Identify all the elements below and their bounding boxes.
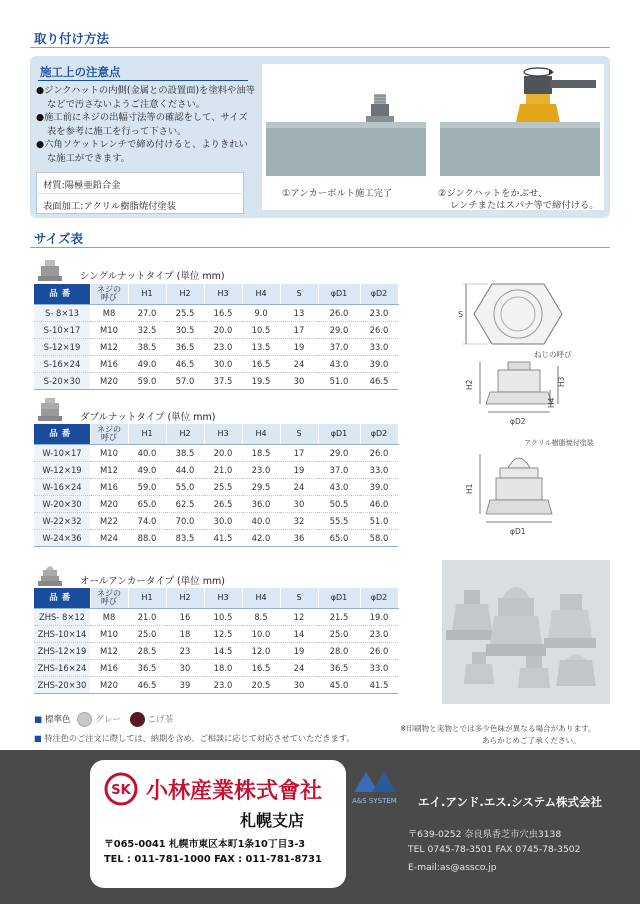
value-cell: 21.0 (204, 461, 242, 478)
value-cell: 16.5 (204, 304, 242, 321)
grey-swatch (77, 712, 92, 727)
value-cell: 16 (166, 608, 204, 625)
value-cell: 24 (280, 355, 318, 372)
value-cell: 18 (166, 625, 204, 642)
value-cell: 36 (280, 529, 318, 546)
table-row (34, 495, 398, 512)
dimension-diagrams (446, 262, 616, 562)
value-cell: 37.5 (204, 372, 242, 389)
value-cell: 38.5 (166, 444, 204, 461)
value-cell: 25.0 (128, 625, 166, 642)
single-nut-table (34, 284, 399, 390)
value-cell: 27.0 (128, 304, 166, 321)
value-cell: 29.5 (242, 478, 280, 495)
value-cell: 29.0 (318, 321, 360, 338)
step1-caption: ①アンカーボルト施工完了 (282, 188, 393, 199)
product-photo (442, 560, 610, 704)
column-header: 品番 (34, 424, 90, 444)
column-header: ネジの 呼び (90, 588, 128, 608)
finish-spec: 表面加工:アクリル樹脂焼付塗装 (37, 193, 243, 213)
column-header: S (280, 588, 318, 608)
value-cell: 25.0 (318, 625, 360, 642)
value-cell: 25.5 (204, 478, 242, 495)
value-cell: 33.0 (360, 659, 398, 676)
value-cell: 17 (280, 321, 318, 338)
double-nut-title: ダブルナットタイプ (単位 mm) (80, 412, 216, 423)
value-cell: 24 (280, 478, 318, 495)
color-note-line2: あらかじめご了承ください。 (482, 736, 581, 745)
part-number-cell: ZHS-16×24 (34, 659, 90, 676)
value-cell: 23.0 (242, 461, 280, 478)
value-cell: 36.5 (166, 338, 204, 355)
value-cell: 20.0 (204, 321, 242, 338)
maker-email: E-mail:as@assco.jp (408, 862, 497, 873)
installation-panel (30, 56, 610, 218)
value-cell: 26.5 (204, 495, 242, 512)
value-cell: 13.5 (242, 338, 280, 355)
value-cell: 37.0 (318, 461, 360, 478)
brown-swatch (130, 712, 145, 727)
table-row (34, 478, 398, 495)
value-cell: 46.5 (166, 355, 204, 372)
value-cell: 49.0 (128, 355, 166, 372)
value-cell: M10 (90, 444, 128, 461)
installation-subtitle: 施工上の注意点 (40, 65, 121, 79)
table-row (34, 444, 398, 461)
value-cell: M22 (90, 512, 128, 529)
column-header: H3 (204, 588, 242, 608)
part-number-cell: W-20×30 (34, 495, 90, 512)
value-cell: 46.5 (128, 676, 166, 693)
column-header: φD2 (360, 588, 398, 608)
value-cell: 18.0 (204, 659, 242, 676)
part-number-cell: S- 8×13 (34, 304, 90, 321)
brown-label: こげ茶 (147, 715, 174, 725)
maker-name: エイ.アンド.エス.システム株式会社 (418, 795, 602, 809)
part-number-cell: ZHS-20×30 (34, 676, 90, 693)
installation-notes (36, 84, 256, 166)
part-number-cell: ZHS-10×14 (34, 625, 90, 642)
value-cell: 41.5 (204, 529, 242, 546)
legend-marker: ■ (34, 715, 43, 725)
material-spec: 材質:陽極亜鉛合金 (43, 180, 121, 191)
column-header: H2 (166, 588, 204, 608)
value-cell: 41.5 (360, 676, 398, 693)
double-nut-table (34, 424, 399, 547)
value-cell: 37.0 (318, 338, 360, 355)
column-header: ネジの 呼び (90, 424, 128, 444)
value-cell: M8 (90, 304, 128, 321)
value-cell: 18.5 (242, 444, 280, 461)
value-cell: 43.0 (318, 355, 360, 372)
label-h3: H3 (557, 376, 566, 387)
value-cell: 17 (280, 444, 318, 461)
value-cell: 43.0 (318, 478, 360, 495)
table-row (34, 625, 398, 642)
value-cell: 49.0 (128, 461, 166, 478)
part-number-cell: W-24×36 (34, 529, 90, 546)
value-cell: M16 (90, 355, 128, 372)
value-cell: 19.5 (242, 372, 280, 389)
color-note-line1: ※印刷物と実物とでは多少色味が異なる場合があります。 (400, 724, 596, 733)
table-row (34, 642, 398, 659)
value-cell: 57.0 (166, 372, 204, 389)
value-cell: 26.0 (318, 304, 360, 321)
value-cell: 36.5 (318, 659, 360, 676)
value-cell: 59.0 (128, 478, 166, 495)
column-header: φD1 (318, 588, 360, 608)
step2-caption-line1: ②ジンクハットをかぶせ、 (438, 188, 548, 199)
table-body (34, 608, 398, 693)
value-cell: 55.5 (318, 512, 360, 529)
step2-caption-line2: レンチまたはスパナ等で締付ける。 (450, 200, 599, 211)
note-marker: ■ (34, 733, 42, 743)
all-anchor-title: オールアンカータイプ (単位 mm) (80, 576, 225, 587)
value-cell: 20.5 (242, 676, 280, 693)
value-cell: 25.5 (166, 304, 204, 321)
value-cell: M8 (90, 608, 128, 625)
company-name: 小林産業株式會社 (146, 778, 323, 804)
table-body (34, 304, 398, 389)
label-h1: H1 (465, 483, 474, 494)
value-cell: 62.5 (166, 495, 204, 512)
branch-name: 札幌支店 (240, 811, 305, 830)
section-rule (30, 47, 610, 48)
value-cell: 19 (280, 338, 318, 355)
value-cell: 23.0 (204, 338, 242, 355)
table-row (34, 676, 398, 693)
value-cell: M20 (90, 495, 128, 512)
value-cell: 65.0 (128, 495, 166, 512)
company-logo-letters: SK (111, 783, 131, 798)
part-number-cell: ZHS-12×19 (34, 642, 90, 659)
value-cell: 58.0 (360, 529, 398, 546)
value-cell: 24 (280, 659, 318, 676)
value-cell: 19 (280, 461, 318, 478)
value-cell: 33.0 (360, 461, 398, 478)
value-cell: 14.5 (204, 642, 242, 659)
value-cell: 14 (280, 625, 318, 642)
value-cell: 12 (280, 608, 318, 625)
column-header: φD2 (360, 424, 398, 444)
value-cell: 12.5 (204, 625, 242, 642)
value-cell: M16 (90, 659, 128, 676)
value-cell: 10.5 (204, 608, 242, 625)
value-cell: 26.0 (360, 321, 398, 338)
value-cell: 74.0 (128, 512, 166, 529)
part-number-cell: W-10×17 (34, 444, 90, 461)
value-cell: 12.0 (242, 642, 280, 659)
value-cell: M20 (90, 372, 128, 389)
value-cell: 20.0 (204, 444, 242, 461)
value-cell: 38.5 (128, 338, 166, 355)
column-header: φD2 (360, 284, 398, 304)
value-cell: 21.0 (128, 608, 166, 625)
column-header: S (280, 284, 318, 304)
table-row (34, 338, 398, 355)
legend-standard-label: 標準色 (44, 715, 71, 725)
column-header: H3 (204, 284, 242, 304)
value-cell: 40.0 (242, 512, 280, 529)
value-cell: 29.0 (318, 444, 360, 461)
value-cell: 55.0 (166, 478, 204, 495)
special-order-text: 特注色のご注文に際しては、納期を含め、ご相談に応じて対応させていただきます。 (44, 733, 355, 743)
value-cell: 26.0 (360, 444, 398, 461)
column-header: H4 (242, 588, 280, 608)
color-legend (34, 712, 173, 727)
value-cell: 32.5 (128, 321, 166, 338)
value-cell: 30 (280, 676, 318, 693)
value-cell: 30.5 (166, 321, 204, 338)
value-cell: M12 (90, 642, 128, 659)
table-row (34, 304, 398, 321)
special-order-note (34, 733, 355, 744)
table-row (34, 512, 398, 529)
value-cell: 39 (166, 676, 204, 693)
column-header: φD1 (318, 424, 360, 444)
value-cell: 33.0 (360, 338, 398, 355)
double-nut-icon (36, 397, 64, 423)
table-row (34, 355, 398, 372)
value-cell: M20 (90, 676, 128, 693)
label-h2: H2 (465, 379, 474, 390)
section-title-size-table: サイズ表 (34, 231, 84, 246)
all-anchor-icon (36, 562, 64, 588)
single-nut-title: シングルナットタイプ (単位 mm) (80, 271, 225, 282)
value-cell: 16.5 (242, 355, 280, 372)
value-cell: M12 (90, 461, 128, 478)
value-cell: 8.5 (242, 608, 280, 625)
spec-box (36, 172, 244, 214)
label-coating: アクリル樹脂焼付塗装 (524, 439, 594, 447)
value-cell: 9.0 (242, 304, 280, 321)
part-number-cell: S-16×24 (34, 355, 90, 372)
table-header-row (34, 284, 398, 304)
part-number-cell: ZHS- 8×12 (34, 608, 90, 625)
value-cell: 19.0 (360, 608, 398, 625)
label-thread: ねじの呼び (534, 350, 572, 359)
value-cell: 30 (280, 372, 318, 389)
value-cell: 46.0 (360, 495, 398, 512)
note-item: ●施工前にネジの出幅寸法等の確認をして、サイズ表を参考に施工を行って下さい。 (36, 112, 248, 137)
value-cell: 40.0 (128, 444, 166, 461)
value-cell: 83.5 (166, 529, 204, 546)
table-header-row (34, 588, 398, 608)
value-cell: 21.5 (318, 608, 360, 625)
value-cell: M12 (90, 338, 128, 355)
table-row (34, 529, 398, 546)
grey-label: グレー (95, 715, 121, 725)
value-cell: 30 (280, 495, 318, 512)
value-cell: 28.0 (318, 642, 360, 659)
column-header: H1 (128, 588, 166, 608)
maker-zip-address: 〒639-0252 奈良県香芝市穴虫3138 (408, 829, 562, 840)
note-item: ●ジンクハットの内側(金属との設置面)を塗料や油等などで汚さないようご注意ください。 (36, 85, 255, 110)
value-cell: 23 (166, 642, 204, 659)
value-cell: 23.0 (360, 304, 398, 321)
label-d1: φD1 (510, 527, 526, 536)
single-nut-icon (36, 258, 64, 284)
part-number-cell: S-10×17 (34, 321, 90, 338)
value-cell: 51.0 (318, 372, 360, 389)
part-number-cell: S-20×30 (34, 372, 90, 389)
value-cell: 59.0 (128, 372, 166, 389)
value-cell: 30.0 (204, 512, 242, 529)
part-number-cell: W-12×19 (34, 461, 90, 478)
table-row (34, 659, 398, 676)
column-header: H1 (128, 284, 166, 304)
column-header: H3 (204, 424, 242, 444)
company-logo (100, 772, 142, 806)
value-cell: 26.0 (360, 642, 398, 659)
value-cell: 10.5 (242, 321, 280, 338)
value-cell: 70.0 (166, 512, 204, 529)
value-cell: 39.0 (360, 355, 398, 372)
value-cell: 45.0 (318, 676, 360, 693)
value-cell: 65.0 (318, 529, 360, 546)
value-cell: 88.0 (128, 529, 166, 546)
column-header: H2 (166, 284, 204, 304)
maker-logo-text: A&S SYSTEM (352, 797, 397, 805)
value-cell: 23.0 (204, 676, 242, 693)
value-cell: M10 (90, 625, 128, 642)
table-row (34, 321, 398, 338)
value-cell: 44.0 (166, 461, 204, 478)
table-row (34, 372, 398, 389)
value-cell: 19 (280, 642, 318, 659)
value-cell: 36.0 (242, 495, 280, 512)
subtitle-rule (38, 80, 248, 81)
value-cell: 46.5 (360, 372, 398, 389)
column-header: H4 (242, 284, 280, 304)
value-cell: M16 (90, 478, 128, 495)
value-cell: 13 (280, 304, 318, 321)
value-cell: 28.5 (128, 642, 166, 659)
column-header: ネジの 呼び (90, 284, 128, 304)
column-header: 品番 (34, 284, 90, 304)
company-address: 〒065-0041 札幌市東区本町1条10丁目3-3 (104, 839, 306, 850)
part-number-cell: W-16×24 (34, 478, 90, 495)
section-rule (30, 247, 610, 248)
value-cell: 50.5 (318, 495, 360, 512)
maker-tel-fax: TEL 0745-78-3501 FAX 0745-78-3502 (408, 844, 581, 855)
table-body (34, 444, 398, 546)
section-title-installation: 取り付け方法 (34, 31, 110, 46)
part-number-cell: W-22×32 (34, 512, 90, 529)
column-header: H2 (166, 424, 204, 444)
label-h4: H4 (547, 397, 556, 408)
column-header: S (280, 424, 318, 444)
value-cell: 30.0 (204, 355, 242, 372)
product-photo-drawing (442, 560, 610, 704)
note-item: ●六角ソケットレンチで締め付けると、よりきれいな施工ができます。 (36, 139, 248, 164)
label-d2: φD2 (510, 417, 526, 426)
value-cell: M10 (90, 321, 128, 338)
value-cell: 10.0 (242, 625, 280, 642)
installation-illustration (262, 64, 604, 210)
maker-logo (352, 768, 404, 796)
column-header: φD1 (318, 284, 360, 304)
value-cell: 39.0 (360, 478, 398, 495)
value-cell: 42.0 (242, 529, 280, 546)
column-header: 品番 (34, 588, 90, 608)
value-cell: 32 (280, 512, 318, 529)
part-number-cell: S-12×19 (34, 338, 90, 355)
value-cell: 16.5 (242, 659, 280, 676)
table-row (34, 608, 398, 625)
value-cell: 23.0 (360, 625, 398, 642)
table-header-row (34, 424, 398, 444)
all-anchor-table (34, 588, 399, 694)
value-cell: 30 (166, 659, 204, 676)
table-row (34, 461, 398, 478)
value-cell: 51.0 (360, 512, 398, 529)
company-tel-fax: TEL : 011-781-1000 FAX : 011-781-8731 (104, 854, 322, 865)
column-header: H1 (128, 424, 166, 444)
value-cell: 36.5 (128, 659, 166, 676)
column-header: H4 (242, 424, 280, 444)
value-cell: M24 (90, 529, 128, 546)
label-s: S (458, 310, 464, 319)
